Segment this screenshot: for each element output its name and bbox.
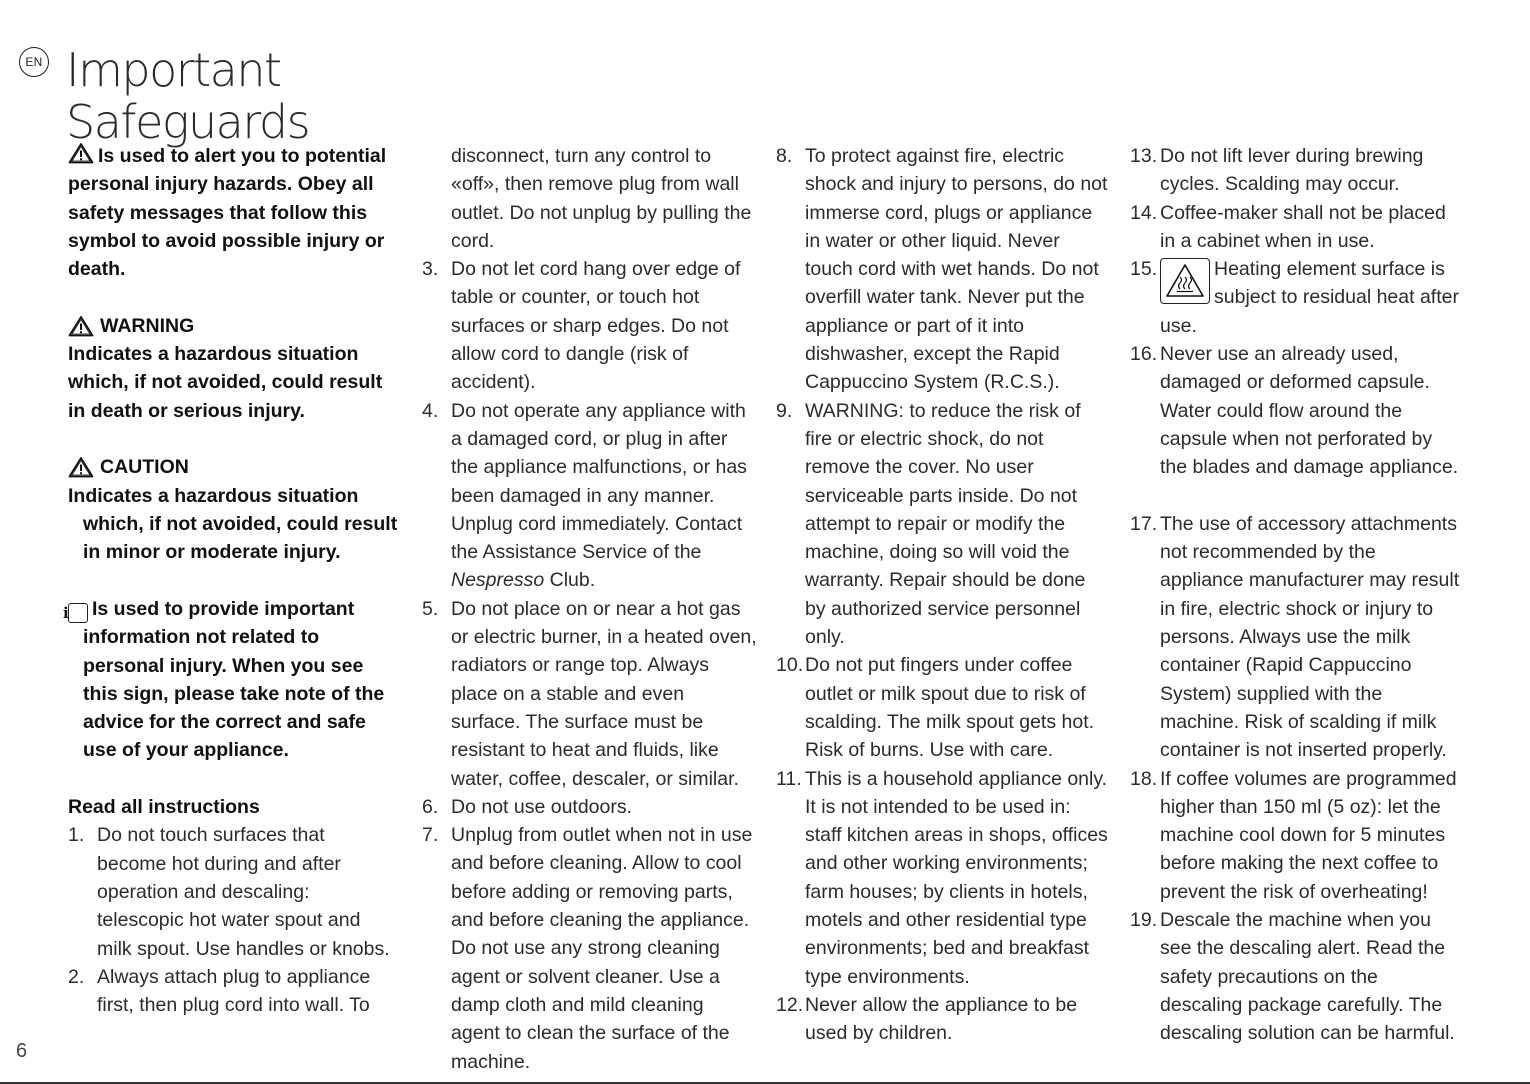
item-number: 5.: [422, 597, 439, 620]
item-number: 16.: [1130, 343, 1158, 366]
list-item: [1130, 142, 1460, 199]
item-text: Never allow the appliance to be used by children.: [805, 993, 1078, 1045]
item-number: 18.: [1130, 767, 1158, 790]
item-text: Do not touch surfaces that become hot during and after operation and descaling: telescopic hot water spout and milk spout. Use handles or knobs.: [97, 824, 390, 960]
item-number: 19.: [1130, 909, 1158, 932]
item-number: 14.: [1130, 201, 1158, 224]
item-text: Do not place on or near a hot gas or electric burner, in a heated oven, radiators or range top. Always place on a stable and even surface. The surface must be resistant to heat and fluids, like water, coffee, descaler, or similar.: [451, 597, 757, 790]
list-item-continuation: [1130, 312, 1460, 340]
item-text: Do not use outdoors.: [451, 795, 633, 818]
warning-triangle-icon: [68, 315, 94, 337]
item-text: Never use an already used, damaged or deformed capsule. Water could flow around the capsule when not perforated by the blades and damage appliance.: [1160, 343, 1459, 479]
item-text: Descale the machine when you see the descaling alert. Read the safety precautions on the descaling package carefully. The descaling solution can be harmful.: [1160, 909, 1455, 1045]
info-text: Is used to provide important information not related to personal injury. When you see this sign, please take note of the advice for the correct and safe use of your appliance.: [83, 597, 385, 762]
list-item: [422, 255, 757, 396]
alert-text: Is used to alert you to potential personal injury hazards. Obey all safety messages that follow this symbol to avoid possible injury or death.: [68, 145, 387, 281]
language-badge: EN: [19, 47, 49, 77]
item-number: 17.: [1130, 512, 1158, 535]
caution-block: [68, 453, 398, 566]
info-icon: i: [68, 603, 88, 623]
item-text: Always attach plug to appliance first, then plug cord into wall. To: [97, 965, 371, 1017]
list-item: [422, 793, 757, 821]
item-text: Unplug from outlet when not in use and before cleaning. Allow to cool before adding or removing parts, and before cleaning the appliance. Do not use any strong cleaning agent or solvent cleaner. Use a damp cloth and mild cleaning agent to clean the surface of the machine.: [451, 824, 753, 1073]
item-number: 6.: [422, 795, 439, 818]
column-3: [776, 142, 1111, 1048]
item-text: use.: [1160, 314, 1197, 337]
hot-surface-icon: [1160, 258, 1210, 304]
item-text: Do not put fingers under coffee outlet or milk spout due to risk of scalding. The milk spout gets hot. Risk of burns. Use with care.: [805, 654, 1095, 762]
warning-label: WARNING: [100, 314, 195, 337]
item-text: WARNING: to reduce the risk of fire or electric shock, do not remove the cover. No user serviceable parts inside. Do not attempt to repair or modify the machine, doing so will void the warranty. Repair should be done by authorized service personnel only.: [805, 399, 1086, 649]
item-text: To protect against fire, electric shock and injury to persons, do not immerse cord, plugs or appliance in water or other liquid. Never touch cord with wet hands. Do not overfill water tank. Never put the appliance or part of it into dishwasher, except the Rapid Cappuccino System (R.C.S.).: [805, 145, 1108, 394]
item-text: If coffee volumes are programmed higher than 150 ml (5 oz): let the machine cool down for 5 minutes before making the next coffee to prevent the risk of overheating!: [1160, 767, 1457, 903]
caution-text: Indicates a hazardous situation which, if not avoided, could result in minor or moderate injury.: [68, 484, 398, 564]
column-2: [422, 142, 757, 1076]
list-item: [422, 595, 757, 793]
item-text: Do not lift lever during brewing cycles. Scalding may occur.: [1160, 145, 1424, 196]
list-item: [68, 963, 398, 1020]
info-symbol-explanation: [63, 595, 398, 765]
item-number: 11.: [776, 767, 802, 790]
item-text: disconnect, turn any control to «off», then remove plug from wall outlet. Do not unplug by pulling the cord.: [451, 145, 752, 252]
list-item: [1130, 340, 1460, 481]
item-number: 3.: [422, 258, 439, 281]
item-number: 4.: [422, 399, 439, 422]
brand-name: Nespresso: [451, 569, 545, 592]
item-text: This is a household appliance only. It is not intended to be used in: staff kitchen areas in shops, offices and other working environments; farm houses; by clients in hotels, motels and other residential type environments; bed and breakfast type environments.: [805, 767, 1108, 988]
list-item: [1130, 510, 1460, 765]
item-number: 2.: [68, 965, 85, 988]
list-item: [422, 397, 757, 595]
list-item: [776, 765, 1111, 991]
item-number: 13.: [1130, 145, 1158, 167]
warning-text: Indicates a hazardous situation which, if not avoided, could result in death or serious injury.: [68, 343, 383, 422]
list-item: [1130, 906, 1460, 1047]
list-item: [776, 991, 1111, 1048]
item-text: Do not let cord hang over edge of table or counter, or touch hot surfaces or sharp edges. Do not allow cord to dangle (risk of accident).: [451, 258, 741, 394]
page-number: 6: [16, 1040, 28, 1062]
list-item: [422, 821, 757, 1076]
item-number: 8.: [776, 145, 793, 167]
item-number: 12.: [776, 993, 804, 1016]
item-text: Coffee-maker shall not be placed in a cabinet when in use.: [1160, 201, 1446, 252]
title-line-2: Safeguards: [66, 95, 310, 149]
list-item: [776, 142, 1111, 397]
read-instructions-heading: Read all instructions: [68, 796, 260, 819]
warning-triangle-icon: [68, 456, 94, 478]
item-text: Do not operate any appliance with a damaged cord, or plug in after the appliance malfunctions, or has been damaged in any manner. Unplug cord immediately. Contact the Assistance Service of the Nespresso Club.: [451, 399, 747, 592]
item-number: 15.: [1130, 258, 1158, 281]
warning-block: [68, 312, 398, 425]
caution-label: CAUTION: [100, 456, 189, 479]
item-number: 9.: [776, 399, 793, 422]
list-item: [1130, 765, 1460, 906]
list-item-continuation: [422, 142, 757, 255]
page-title: [66, 44, 309, 148]
list-item: [776, 397, 1111, 652]
item-text: The use of accessory attachments not recommended by the appliance manufacturer may result in fire, electric shock or injury to persons. Always use the milk container (Rapid Cappuccino System) supplied with the machine. Risk of scalding if milk container is not inserted properly.: [1160, 512, 1460, 762]
alert-symbol-explanation: [68, 142, 398, 283]
list-item: [1130, 255, 1460, 312]
list-item: [68, 821, 398, 962]
list-item: [776, 651, 1111, 764]
item-number: 10.: [776, 654, 804, 677]
item-number: 7.: [422, 824, 439, 847]
column-1: [63, 142, 398, 1019]
item-number: 1.: [68, 824, 85, 847]
column-4: [1130, 142, 1460, 1048]
item-text: Heating element surface is subject to residual heat after: [1214, 258, 1459, 309]
list-item: [1130, 199, 1460, 256]
warning-triangle-icon: [68, 142, 94, 164]
title-line-1: Important: [66, 43, 281, 97]
